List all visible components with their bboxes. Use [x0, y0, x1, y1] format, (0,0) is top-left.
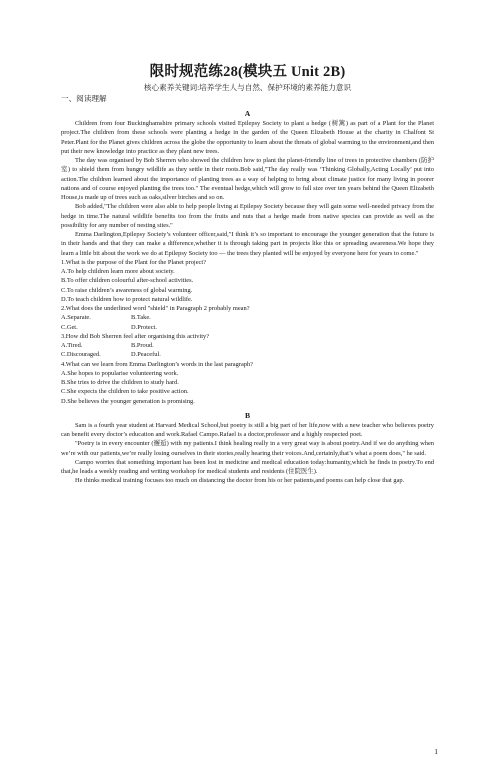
- question-3: [61, 332, 434, 360]
- document-page: [0, 63, 496, 765]
- passage-b-paragraph: Sam is a fourth year student at Harvard Medical School,but poetry is still a big part of her life,now with a new teacher who believes poetry can benefit every doctor’s education and work.Rafael Campo.Rafael is a doctor,professor and a highly respected poet.: [61, 421, 434, 438]
- question-2: [61, 304, 434, 332]
- option-b: B.To offer children colourful after-school activities.: [61, 277, 194, 285]
- option-b: B.Proud.: [131, 342, 154, 349]
- option-c: C.Discouraged.: [61, 351, 101, 359]
- option-d: D.To teach children how to protect natural wildlife.: [61, 295, 193, 303]
- passage-b-paragraph: Campo worries that something important has been lost in medicine and medical education today:humanity,which he finds in poetry.To end that,he leads a weekly reading and writing workshop for medical students and residents (住院医生).: [61, 458, 434, 475]
- option-b: B.She tries to drive the children to study hard.: [61, 379, 179, 386]
- page-number: 1: [434, 747, 438, 756]
- passage-b-label: B: [244, 410, 251, 420]
- option-a: A.To help children learn more about society.: [61, 268, 175, 275]
- passage-b-paragraph: "Poetry is in every encounter (邂逅) with my patients.I think healing really in a very great way is about poetry.And if we do anything when we’re with our patients,we’re really losing ourselves in their stories,really hearing their voices.And,certainly,that’s what a poem does," he said.: [61, 440, 434, 457]
- option-a: A.Separate.: [61, 314, 91, 322]
- option-c: C.To raise children’s awareness of global warming.: [61, 286, 193, 294]
- page-subtitle: 核心素养关键词:培养学生人与自然、保护环境的素养能力意识: [143, 83, 352, 92]
- question-4: [61, 360, 434, 406]
- option-d: D.She believes the younger generation is promising.: [61, 397, 195, 405]
- question-stem: 4.What can we learn from Emma Darlington’s words in the last paragraph?: [61, 360, 254, 368]
- passage-a-label: A: [244, 109, 251, 118]
- page-title: 限时规范练28(模块五 Unit 2B): [149, 64, 346, 80]
- passage-a-paragraph: Emma Darlington,Epilepsy Society’s volunteer officer,said,"I think it’s so important to encourage the younger generation that the future is in their hands and that they can make a difference,whether it is through taking part in projects like this or spreading awareness.We hope they learn a little bit about the work we do at Epilepsy Society too — the trees they planted will be enjoyed by everyone here for years to come.": [61, 231, 434, 257]
- options-row: [61, 341, 434, 350]
- options-row: [61, 323, 434, 332]
- passage-a-paragraph: Bob added,"The children were also able to help people living at Epilepsy Society because they will gain some well-needed privacy from the hedge in time.The natural wildlife benefits too from the fruits and nuts that a hedge made from native species can provide as well as the possibility for any number of nesting sites.": [61, 203, 434, 229]
- question-stem: 1.What is the purpose of the Plant for the Planet project?: [61, 258, 206, 266]
- section-heading: 一、阅读理解: [61, 94, 107, 103]
- option-d: D.Peaceful.: [131, 351, 161, 359]
- option-b: B.Take.: [131, 314, 151, 322]
- passage-b-paragraph: He thinks medical training focuses too much on distancing the doctor from his or her patients,and poems can help close that gap.: [75, 477, 405, 485]
- question-stem: 2.What does the underlined word "shield" in Paragraph 2 probably mean?: [61, 305, 250, 312]
- options-row: [61, 350, 434, 359]
- option-d: D.Protect.: [131, 323, 157, 331]
- options-row: [61, 313, 434, 322]
- passage-a-paragraph: Children from four Buckinghamshire primary schools visited Epilepsy Society to plant a hedge (树篱) as part of a Plant for the Planet project.The children from these schools were planting a hedge in the garden of the Queen Elizabeth House at the charity in Chalfont St Peter.Plant for the Planet gives children across the globe the opportunity to learn about the threats of global warming to the environment,and then put their new knowledge into practice as they plant new trees.: [61, 120, 434, 155]
- option-c: C.She expects the children to take positive action.: [61, 388, 189, 396]
- option-a: A.She hopes to popularise volunteering work.: [61, 369, 179, 377]
- question-stem: 3.How did Bob Sherren feel after organising this activity?: [61, 332, 210, 340]
- option-c: C.Get.: [61, 323, 78, 331]
- option-a: A.Tired.: [61, 342, 83, 349]
- question-1: [61, 258, 434, 304]
- passage-a-paragraph: The day was organised by Bob Sherren who showed the children how to plant the planet-friendly line of trees in protective chambers (防护室) to shield them from hungry wildlife as they settle in their roots.Bob said,"The day really was ‘Thinking Globally,Acting Locally’ put into action.The children learned about the importance of planting trees as a way of helping to bring about climate justice for many living in poorer nations and of course enjoyed planting the trees too." The eventual hedge,which will grow to full size over ten years behind the Queen Elizabeth House,is made up of trees such as oaks,silver birches and so on.: [61, 157, 434, 201]
